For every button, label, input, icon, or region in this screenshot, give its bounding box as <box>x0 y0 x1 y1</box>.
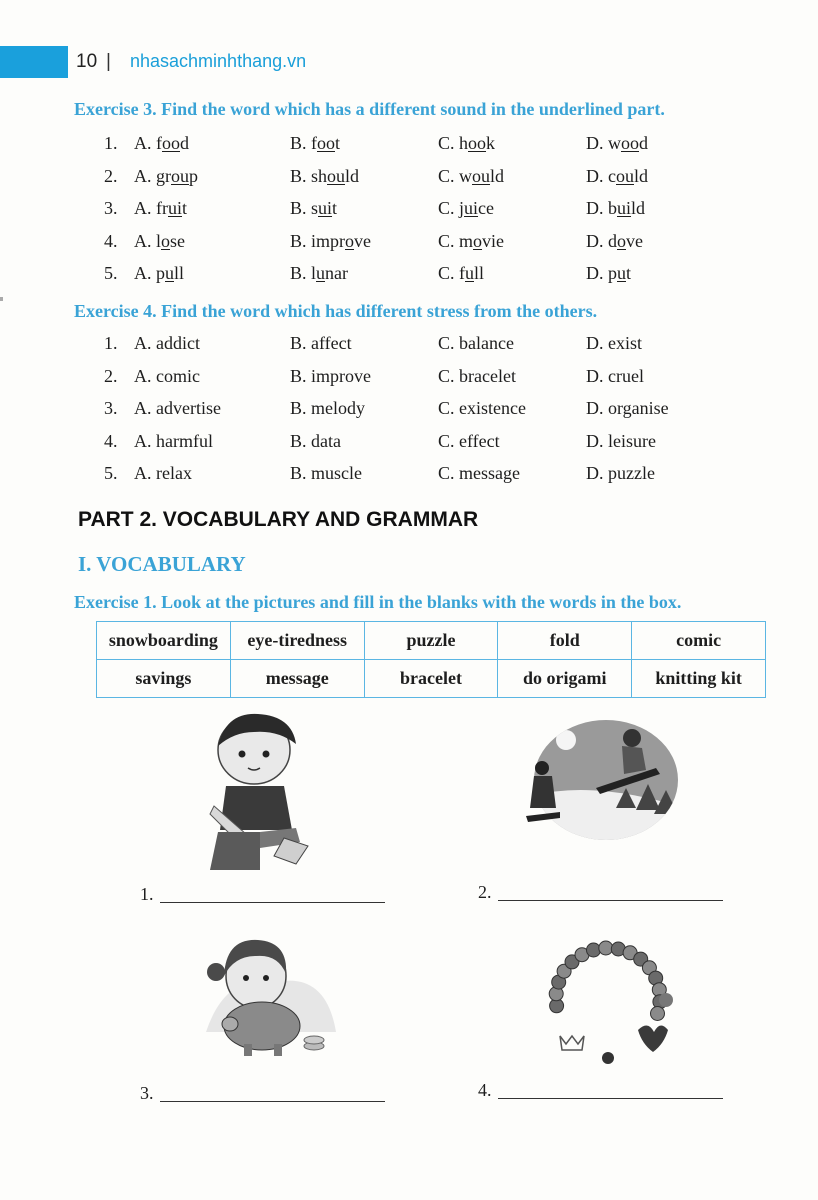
option-text: d <box>180 133 189 153</box>
answer-number: 1. <box>140 884 154 904</box>
option-a: A. harmful <box>134 430 213 451</box>
margin-mark <box>0 297 3 301</box>
underlined-part: o <box>345 230 355 251</box>
option-b <box>290 133 340 154</box>
header-separator: | <box>106 51 111 72</box>
option-a: A. relax <box>134 463 192 483</box>
option-text: ce <box>478 198 495 218</box>
word-box-cell: do origami <box>498 660 632 698</box>
option-a <box>134 231 185 252</box>
question-number: 4. <box>104 230 118 251</box>
question-number: 1. <box>104 133 118 153</box>
underlined-part: ou <box>616 165 634 186</box>
underlined-part: ui <box>464 198 479 218</box>
option-text: t <box>182 198 188 218</box>
site-name: nhasachminhthang.vn <box>130 51 307 71</box>
option-c <box>438 166 504 187</box>
answer-3 <box>140 1083 154 1104</box>
option-c: C. balance <box>438 333 514 353</box>
word-box-cell: puzzle <box>364 622 498 660</box>
page-number: 10 <box>76 51 98 72</box>
exercise3-title: Exercise 3. Find the word which has a different sound in the underlined part. <box>74 99 665 119</box>
option-c <box>438 133 495 154</box>
option-a: A. comic <box>134 365 200 386</box>
answer-number: 3. <box>140 1083 154 1103</box>
option-text: p <box>189 165 198 186</box>
underlined-part: u <box>465 263 474 283</box>
underlined-part: u <box>617 263 626 283</box>
option-text: se <box>170 230 185 251</box>
question-number: 2. <box>104 165 118 186</box>
answer-blank[interactable] <box>498 900 723 901</box>
bracelet-beads <box>549 941 667 1021</box>
option-b: B. muscle <box>290 463 362 483</box>
underlined-part: oo <box>317 133 335 153</box>
page-tab <box>0 46 68 78</box>
option-c: C. effect <box>438 430 500 451</box>
option-text: ld <box>631 198 646 218</box>
word-box-row <box>97 660 766 698</box>
question-number: 4. <box>104 430 118 451</box>
word-box-row <box>97 622 766 660</box>
bracelet-illustration <box>540 936 690 1072</box>
word-box-cell: fold <box>498 622 632 660</box>
option-text: ld <box>490 165 505 186</box>
word-box <box>96 621 766 698</box>
question-number: 5. <box>104 263 118 283</box>
word-box-cell: snowboarding <box>97 622 231 660</box>
underlined-part: o <box>161 230 170 251</box>
girl-piggy-bank-illustration <box>186 932 342 1062</box>
underlined-part: o <box>473 230 483 251</box>
answer-1 <box>140 884 154 905</box>
word-box-cell: bracelet <box>364 660 498 698</box>
option-text: A. p <box>134 263 165 283</box>
option-text: nar <box>325 263 348 283</box>
option-text: B. f <box>290 133 317 153</box>
option-d: D. organise <box>586 398 669 418</box>
bead <box>599 941 613 955</box>
option-c: C. existence <box>438 398 526 418</box>
option-d <box>586 198 645 219</box>
question-number: 5. <box>104 463 118 483</box>
option-text: B. sh <box>290 165 328 186</box>
bead <box>587 943 601 957</box>
option-text: D. p <box>586 263 617 283</box>
option-c <box>438 231 504 252</box>
option-d <box>586 231 643 252</box>
option-d <box>586 263 631 284</box>
underlined-part: u <box>165 263 174 283</box>
underlined-part: ui <box>617 198 632 218</box>
bead <box>651 1007 665 1021</box>
underlined-part: ui <box>168 198 183 218</box>
option-text: D. d <box>586 230 617 251</box>
snowboarding-illustration <box>526 718 686 842</box>
question-number: 2. <box>104 365 118 386</box>
option-text: A. gr <box>134 165 171 186</box>
word-box-cell: knitting kit <box>632 660 766 698</box>
option-text: vie <box>482 230 505 251</box>
answer-blank[interactable] <box>160 902 385 903</box>
option-text: ve <box>626 230 643 251</box>
option-d <box>586 166 648 187</box>
option-text: ld <box>345 165 360 186</box>
word-box-cell: savings <box>97 660 231 698</box>
option-text: B. s <box>290 198 319 218</box>
option-text: t <box>626 263 632 283</box>
underlined-part: ou <box>472 165 491 186</box>
underlined-part: oo <box>468 133 487 153</box>
exercise4-title: Exercise 4. Find the word which has different stress from the others. <box>74 301 598 321</box>
question-number: 3. <box>104 398 118 418</box>
option-a <box>134 133 189 154</box>
answer-blank[interactable] <box>160 1101 385 1102</box>
option-text: D. b <box>586 198 617 218</box>
option-d: D. leisure <box>586 430 656 451</box>
option-a: A. advertise <box>134 398 221 418</box>
option-text: d <box>639 133 648 153</box>
answer-2 <box>478 882 492 903</box>
option-text: t <box>332 198 338 218</box>
option-text: C. m <box>438 230 474 251</box>
option-text: C. h <box>438 133 469 153</box>
underlined-part: u <box>316 263 326 283</box>
option-c <box>438 198 494 219</box>
option-text: ve <box>354 230 372 251</box>
option-d: D. exist <box>586 333 642 353</box>
option-text: C. w <box>438 165 473 186</box>
answer-blank[interactable] <box>498 1098 723 1099</box>
vocab-exercise1-title: Exercise 1. Look at the pictures and fill in the blanks with the words in the box. <box>74 592 682 612</box>
option-a <box>134 263 184 284</box>
part2-title: PART 2. VOCABULARY AND GRAMMAR <box>78 508 479 531</box>
option-text: B. l <box>290 263 317 283</box>
option-text: D. w <box>586 133 621 153</box>
option-c: C. message <box>438 463 520 483</box>
option-b <box>290 198 337 219</box>
underlined-part: ui <box>318 198 333 218</box>
option-text: ll <box>474 263 485 283</box>
option-a <box>134 166 198 187</box>
answer-number: 2. <box>478 882 492 902</box>
word-box-cell: eye-tiredness <box>230 622 364 660</box>
option-text: C. j <box>438 198 465 218</box>
option-d: D. cruel <box>586 365 644 386</box>
option-text: A. fr <box>134 198 168 218</box>
option-a <box>134 198 187 219</box>
boy-origami-illustration <box>196 710 326 880</box>
underlined-part: ou <box>327 165 346 186</box>
option-text: A. f <box>134 133 162 153</box>
option-b: B. affect <box>290 333 352 353</box>
word-box-cell: message <box>230 660 364 698</box>
option-text: B. impr <box>290 230 346 251</box>
question-number: 1. <box>104 333 118 353</box>
option-b: B. melody <box>290 398 365 418</box>
word-box-cell: comic <box>632 622 766 660</box>
option-c <box>438 263 484 284</box>
option-b: B. improve <box>290 365 371 386</box>
underlined-part: o <box>617 230 626 251</box>
answer-number: 4. <box>478 1080 492 1100</box>
option-d: D. puzzle <box>586 463 655 483</box>
option-text: k <box>486 133 496 153</box>
option-b: B. data <box>290 430 341 451</box>
underlined-part: oo <box>621 133 639 153</box>
option-text: A. l <box>134 230 161 251</box>
answer-4 <box>478 1080 492 1101</box>
option-b <box>290 166 359 187</box>
question-number: 3. <box>104 198 118 218</box>
option-b <box>290 231 371 252</box>
option-text: D. c <box>586 165 616 186</box>
option-text: ld <box>634 165 649 186</box>
underlined-part: oo <box>162 133 180 153</box>
option-text: t <box>335 133 341 153</box>
option-d <box>586 133 648 154</box>
option-a: A. addict <box>134 333 200 353</box>
vocabulary-heading: I. VOCABULARY <box>78 552 246 576</box>
option-b <box>290 263 348 284</box>
option-c: C. bracelet <box>438 365 516 386</box>
option-text: C. f <box>438 263 465 283</box>
option-text: ll <box>174 263 185 283</box>
underlined-part: ou <box>171 165 189 186</box>
